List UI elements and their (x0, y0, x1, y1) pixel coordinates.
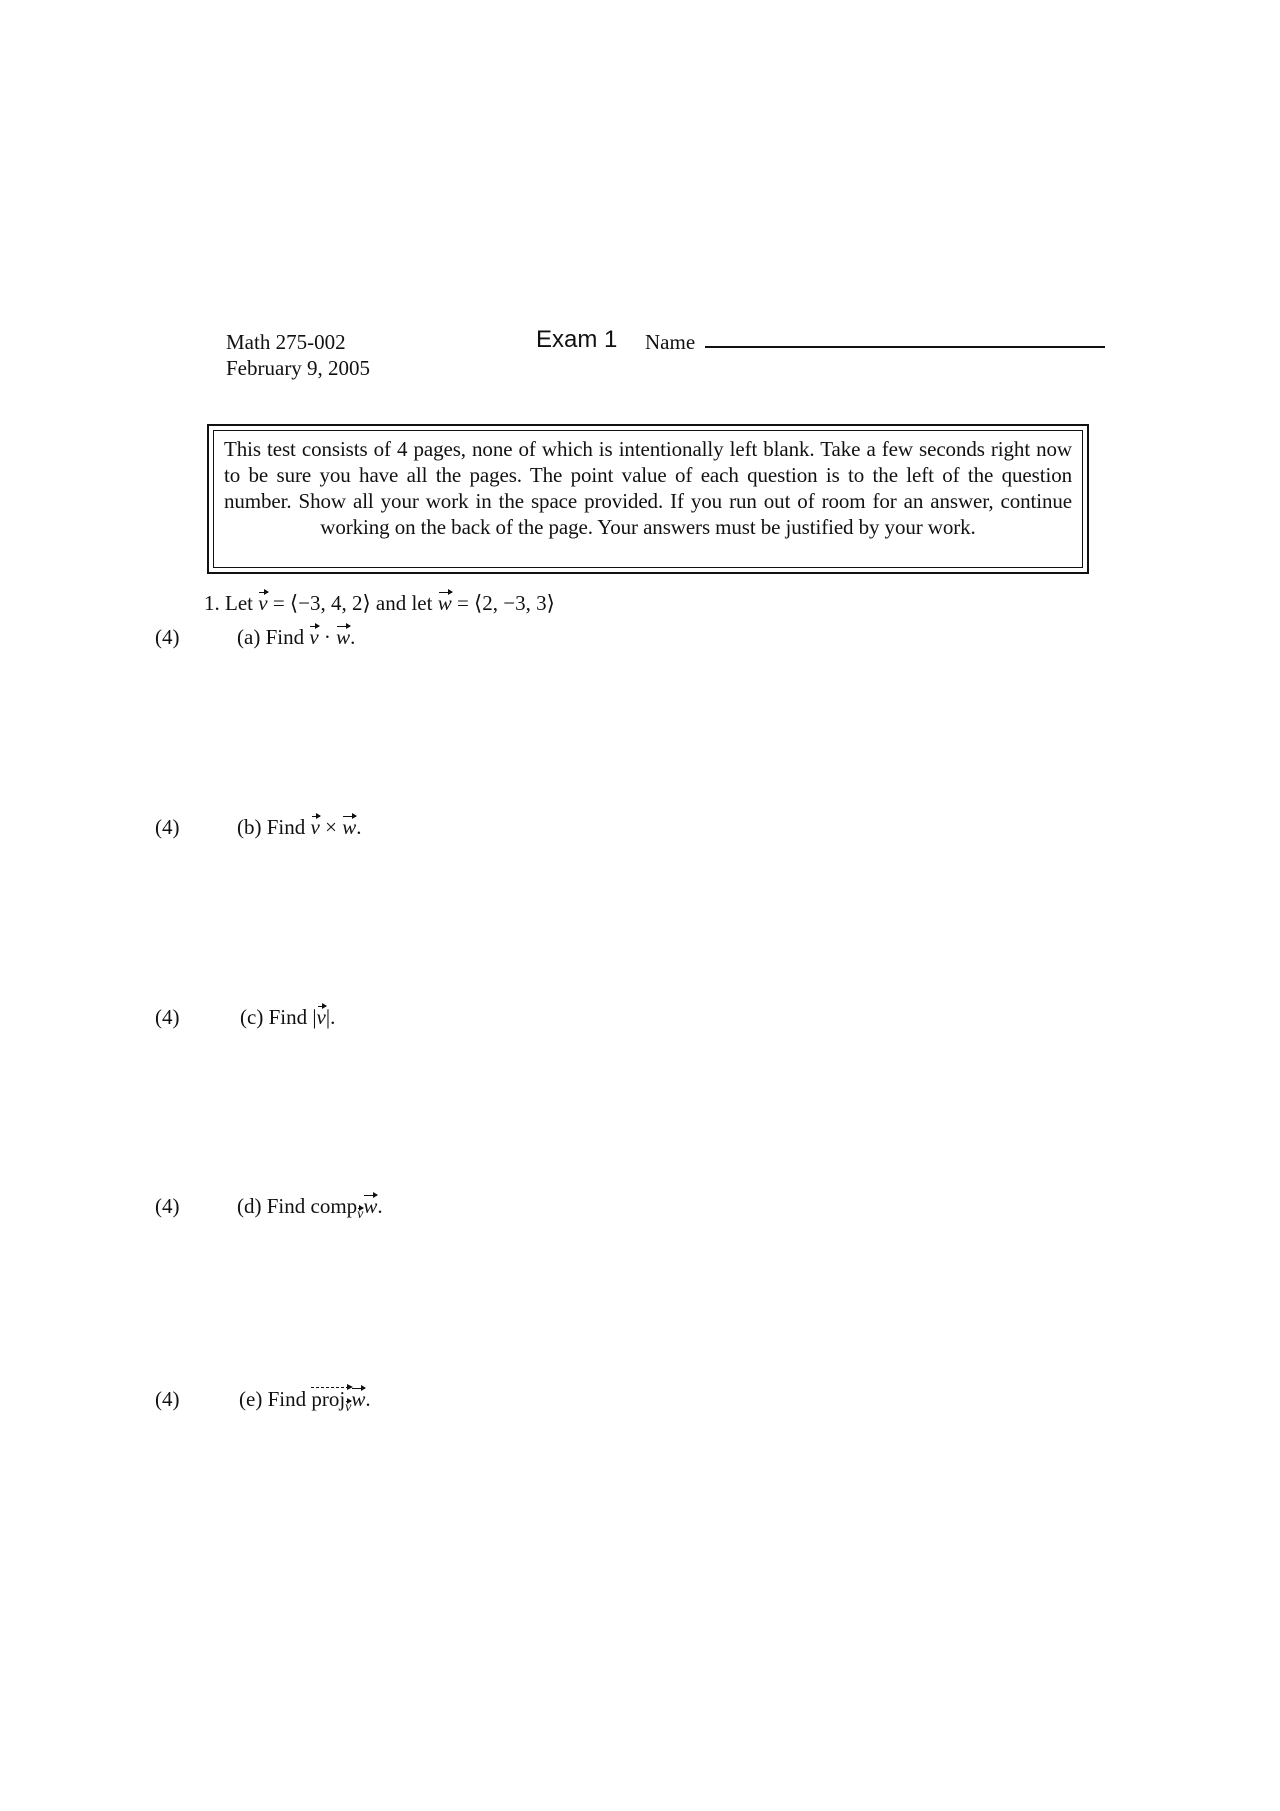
vector-v: v (258, 591, 268, 615)
question-number: 1. (204, 591, 220, 615)
abs-bar-close: | (325, 1005, 331, 1029)
part-label: (e) (239, 1387, 263, 1411)
part-label: (d) (237, 1194, 262, 1218)
vector-w: w (336, 625, 351, 649)
stem-let: Let (225, 591, 253, 615)
proj-function: proj (311, 1387, 346, 1411)
question-1-stem (204, 591, 555, 616)
vector-v: v (309, 625, 319, 649)
period: . (356, 815, 362, 839)
cross-operator: × (325, 815, 337, 839)
points-part-c: (4) (155, 1005, 180, 1029)
dot-operator: · (323, 625, 331, 649)
points-part-b: (4) (155, 815, 180, 839)
part-text: Find (265, 625, 305, 649)
period: . (365, 1387, 371, 1411)
vector-v-subscript: v (345, 1400, 352, 1416)
vector-w: w (351, 1387, 366, 1411)
instructions-box (207, 424, 1089, 574)
part-label: (b) (237, 815, 262, 839)
name-label: Name (645, 330, 696, 354)
part-e (239, 1387, 371, 1416)
points-part-a: (4) (155, 625, 180, 649)
part-label: (c) (240, 1005, 264, 1029)
period: . (377, 1194, 383, 1218)
vector-v: v (310, 815, 320, 839)
points-part-d: (4) (155, 1194, 180, 1218)
part-b (237, 815, 361, 840)
instructions-text: This test consists of 4 pages, none of which is intentionally left blank. Take a few seconds right now to be sure you have all the pages. The point value of each question is to the left of the question number. Show all your work in the space provided. If you run out of room for an answer, continue working on the back of the page. Your answers must be justified by your work. (224, 437, 1072, 539)
part-text: Find (267, 1387, 307, 1411)
abs-bar-open: | (312, 1005, 317, 1029)
vector-w: w (437, 591, 452, 615)
vector-w-value: = ⟨2, −3, 3⟩ (456, 591, 555, 615)
part-text: Find (268, 1005, 308, 1029)
part-d (237, 1194, 383, 1223)
instructions-inner-frame (213, 430, 1083, 568)
vector-w: w (342, 815, 357, 839)
part-c (240, 1005, 335, 1030)
exam-date: February 9, 2005 (226, 356, 371, 380)
part-label: (a) (237, 625, 261, 649)
period: . (350, 625, 356, 649)
period: . (330, 1005, 336, 1029)
part-text: Find (266, 1194, 306, 1218)
proj-vector-arrow (311, 1387, 351, 1416)
vector-v: v (316, 1005, 326, 1029)
part-text: Find (266, 815, 306, 839)
name-blank-line[interactable] (705, 346, 1105, 348)
comp-function: comp (310, 1194, 358, 1218)
part-a (237, 625, 355, 650)
course-label: Math 275-002 (226, 330, 346, 354)
vector-v-subscript: v (357, 1207, 364, 1223)
exam-title: Exam 1 (536, 326, 618, 353)
vector-v-value: = ⟨−3, 4, 2⟩ (272, 591, 371, 615)
vector-w: w (363, 1194, 378, 1218)
stem-and-let: and let (375, 591, 433, 615)
points-part-e: (4) (155, 1387, 180, 1411)
